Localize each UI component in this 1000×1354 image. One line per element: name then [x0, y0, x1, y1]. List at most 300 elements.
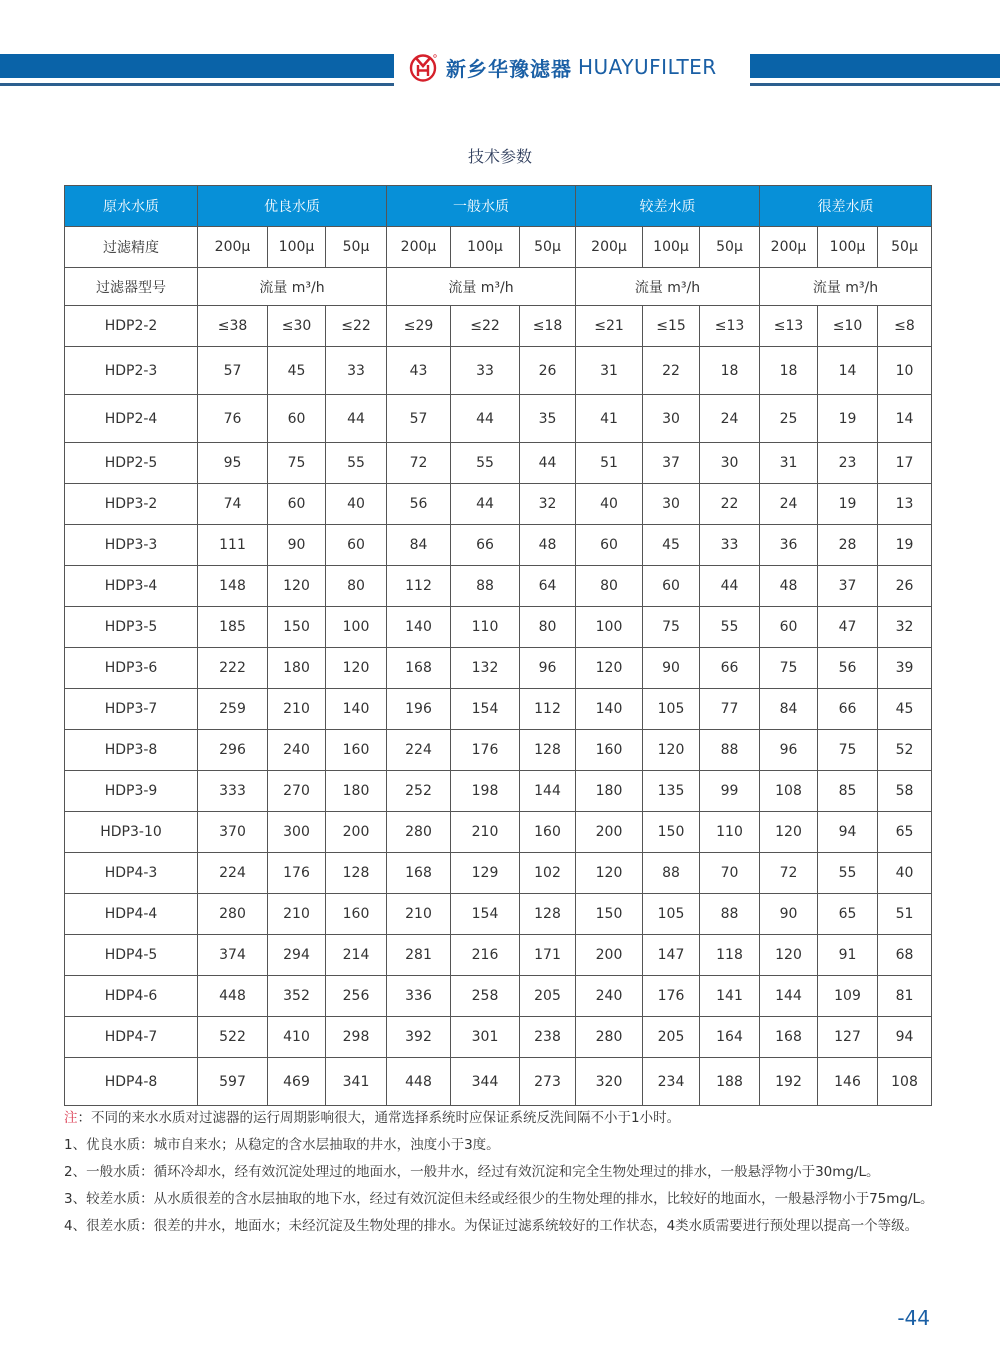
flow-cell: 259: [198, 689, 268, 730]
precision-row: [65, 227, 932, 268]
flow-cell: 234: [643, 1058, 700, 1106]
table-row: [65, 484, 932, 525]
precision-cell: 200μ: [760, 227, 818, 268]
flow-cell: 120: [760, 812, 818, 853]
header-rule-left: [0, 83, 394, 86]
flow-cell: 70: [700, 853, 760, 894]
flow-cell: 160: [520, 812, 576, 853]
flow-cell: 22: [700, 484, 760, 525]
flow-cell: ≤30: [268, 306, 326, 347]
flow-cell: 39: [878, 648, 932, 689]
table-row: [65, 894, 932, 935]
flow-cell: 120: [268, 566, 326, 607]
flow-cell: 74: [198, 484, 268, 525]
flow-cell: 188: [700, 1058, 760, 1106]
table-row: [65, 566, 932, 607]
flow-cell: 154: [451, 894, 520, 935]
flow-cell: 127: [818, 1017, 878, 1058]
flow-cell: 33: [700, 525, 760, 566]
flow-cell: 44: [520, 443, 576, 484]
group-header: 较差水质: [576, 186, 760, 227]
flow-cell: 60: [268, 395, 326, 443]
precision-cell: 100μ: [818, 227, 878, 268]
spec-table: [64, 185, 932, 1106]
flow-cell: 118: [700, 935, 760, 976]
precision-cell: 200μ: [198, 227, 268, 268]
model-cell: HDP3-5: [65, 607, 198, 648]
flow-cell: 60: [576, 525, 643, 566]
flow-cell: 80: [520, 607, 576, 648]
flow-cell: 210: [387, 894, 451, 935]
flow-cell: 45: [643, 525, 700, 566]
flow-cell: 448: [198, 976, 268, 1017]
flow-cell: 90: [643, 648, 700, 689]
model-cell: HDP2-4: [65, 395, 198, 443]
flow-cell: 48: [760, 566, 818, 607]
flow-cell: 55: [818, 853, 878, 894]
flow-cell: 129: [451, 853, 520, 894]
flow-cell: 65: [878, 812, 932, 853]
flow-cell: 64: [520, 566, 576, 607]
flow-cell: 341: [326, 1058, 387, 1106]
flow-cell: 132: [451, 648, 520, 689]
table-row: [65, 306, 932, 347]
note-item: 3、较差水质：从水质很差的含水层抽取的地下水，经过有效沉淀但未经或经很少的生物处理的排水，比较好的地面水，一般悬浮物小于75mg/L。: [64, 1191, 934, 1207]
flow-cell: 48: [520, 525, 576, 566]
flow-cell: 160: [326, 894, 387, 935]
flow-cell: 281: [387, 935, 451, 976]
flow-cell: 148: [198, 566, 268, 607]
header-band-right: [750, 54, 1000, 78]
flow-cell: 224: [387, 730, 451, 771]
flow-cell: 33: [326, 347, 387, 395]
page-number: -44: [897, 1306, 930, 1330]
flow-cell: 58: [878, 771, 932, 812]
table-row: [65, 1017, 932, 1058]
flow-cell: 205: [520, 976, 576, 1017]
flow-cell: 19: [818, 395, 878, 443]
flow-cell: 102: [520, 853, 576, 894]
flow-cell: 96: [520, 648, 576, 689]
flow-cell: 120: [576, 648, 643, 689]
flow-cell: ≤21: [576, 306, 643, 347]
flow-cell: 41: [576, 395, 643, 443]
flow-cell: ≤13: [760, 306, 818, 347]
flow-cell: 40: [576, 484, 643, 525]
note-label: 注: [64, 1110, 78, 1126]
flow-cell: 150: [268, 607, 326, 648]
flow-cell: 31: [760, 443, 818, 484]
flow-cell: 40: [326, 484, 387, 525]
flow-cell: 90: [268, 525, 326, 566]
flow-cell: 280: [576, 1017, 643, 1058]
note-intro: [64, 1105, 944, 1132]
flow-cell: 120: [643, 730, 700, 771]
flow-cell: 75: [760, 648, 818, 689]
table-row: [65, 771, 932, 812]
flow-cell: 19: [878, 525, 932, 566]
table-row: [65, 853, 932, 894]
flow-cell: 37: [818, 566, 878, 607]
flow-cell: 30: [700, 443, 760, 484]
table-row: [65, 525, 932, 566]
flow-cell: 18: [760, 347, 818, 395]
flow-cell: 252: [387, 771, 451, 812]
flow-cell: 94: [818, 812, 878, 853]
flow-cell: 176: [451, 730, 520, 771]
flow-cell: 66: [451, 525, 520, 566]
flow-cell: 200: [326, 812, 387, 853]
flow-cell: 10: [878, 347, 932, 395]
flow-unit-label: 流量 m³/h: [576, 268, 760, 306]
flow-cell: 14: [818, 347, 878, 395]
flow-cell: 171: [520, 935, 576, 976]
flow-cell: 140: [387, 607, 451, 648]
model-cell: HDP3-6: [65, 648, 198, 689]
flow-cell: 198: [451, 771, 520, 812]
flow-cell: 75: [643, 607, 700, 648]
flow-cell: 24: [760, 484, 818, 525]
flow-cell: 14: [878, 395, 932, 443]
flow-cell: 19: [818, 484, 878, 525]
flow-cell: 96: [760, 730, 818, 771]
precision-cell: 100μ: [643, 227, 700, 268]
flow-cell: 88: [700, 894, 760, 935]
precision-cell: 100μ: [268, 227, 326, 268]
flow-cell: 214: [326, 935, 387, 976]
table-row: [65, 607, 932, 648]
flow-cell: 56: [387, 484, 451, 525]
model-cell: HDP3-7: [65, 689, 198, 730]
flow-cell: 176: [643, 976, 700, 1017]
flow-cell: 17: [878, 443, 932, 484]
flow-cell: 160: [576, 730, 643, 771]
precision-cell: 50μ: [520, 227, 576, 268]
flow-cell: 392: [387, 1017, 451, 1058]
flow-cell: 222: [198, 648, 268, 689]
model-cell: HDP4-6: [65, 976, 198, 1017]
flow-cell: 33: [451, 347, 520, 395]
flow-cell: 91: [818, 935, 878, 976]
flow-cell: 110: [700, 812, 760, 853]
flow-cell: ≤22: [451, 306, 520, 347]
flow-cell: 109: [818, 976, 878, 1017]
flow-cell: 108: [760, 771, 818, 812]
precision-cell: 200μ: [387, 227, 451, 268]
flow-cell: 147: [643, 935, 700, 976]
flow-cell: 448: [387, 1058, 451, 1106]
flow-cell: 90: [760, 894, 818, 935]
flow-cell: 224: [198, 853, 268, 894]
flow-cell: 55: [326, 443, 387, 484]
flow-cell: 128: [520, 894, 576, 935]
flow-cell: 88: [451, 566, 520, 607]
flow-unit-label: 流量 m³/h: [760, 268, 932, 306]
flow-cell: 44: [326, 395, 387, 443]
flow-cell: 84: [760, 689, 818, 730]
flow-cell: 280: [387, 812, 451, 853]
flow-cell: 72: [760, 853, 818, 894]
flow-cell: 88: [643, 853, 700, 894]
flow-cell: ≤8: [878, 306, 932, 347]
flow-cell: 26: [878, 566, 932, 607]
flow-cell: 270: [268, 771, 326, 812]
flow-cell: 112: [387, 566, 451, 607]
flow-cell: ≤38: [198, 306, 268, 347]
flow-cell: 52: [878, 730, 932, 771]
flow-cell: 55: [700, 607, 760, 648]
model-cell: HDP2-2: [65, 306, 198, 347]
flow-cell: 44: [451, 484, 520, 525]
flow-cell: 57: [387, 395, 451, 443]
flow-cell: 13: [878, 484, 932, 525]
flow-cell: 81: [878, 976, 932, 1017]
flow-cell: 168: [387, 853, 451, 894]
model-label: 过滤器型号: [65, 268, 198, 306]
flow-cell: 128: [520, 730, 576, 771]
flow-cell: 120: [760, 935, 818, 976]
precision-cell: 50μ: [878, 227, 932, 268]
flow-cell: 150: [576, 894, 643, 935]
flow-cell: 30: [643, 395, 700, 443]
flow-cell: 210: [451, 812, 520, 853]
flow-cell: 180: [576, 771, 643, 812]
model-cell: HDP2-5: [65, 443, 198, 484]
flow-cell: 154: [451, 689, 520, 730]
flow-unit-row: [65, 268, 932, 306]
group-header-row: [65, 186, 932, 227]
flow-cell: 76: [198, 395, 268, 443]
flow-cell: 280: [198, 894, 268, 935]
flow-cell: 135: [643, 771, 700, 812]
flow-cell: 110: [451, 607, 520, 648]
flow-cell: ≤18: [520, 306, 576, 347]
flow-cell: 296: [198, 730, 268, 771]
flow-cell: 176: [268, 853, 326, 894]
table-row: [65, 976, 932, 1017]
flow-cell: 44: [700, 566, 760, 607]
flow-cell: 336: [387, 976, 451, 1017]
huayu-logo-icon: [408, 52, 438, 82]
model-cell: HDP4-4: [65, 894, 198, 935]
precision-cell: 50μ: [326, 227, 387, 268]
flow-cell: 141: [700, 976, 760, 1017]
brand-name-cn: 新乡华豫滤器: [446, 56, 572, 81]
flow-cell: 60: [268, 484, 326, 525]
flow-cell: 40: [878, 853, 932, 894]
flow-cell: 144: [760, 976, 818, 1017]
flow-cell: 240: [576, 976, 643, 1017]
flow-cell: 80: [576, 566, 643, 607]
group-header: 优良水质: [198, 186, 387, 227]
flow-cell: 200: [576, 812, 643, 853]
flow-cell: 88: [700, 730, 760, 771]
brand-name-en: HUAYUFILTER: [578, 55, 717, 79]
flow-cell: 37: [643, 443, 700, 484]
group-header: 很差水质: [760, 186, 932, 227]
flow-cell: 522: [198, 1017, 268, 1058]
note-item: 2、一般水质：循环冷却水，经有效沉淀处理过的地面水，一般井水，经过有效沉淀和完全生物处理过的排水，一般悬浮物小于30mg/L。: [64, 1164, 880, 1180]
flow-cell: 144: [520, 771, 576, 812]
flow-cell: 60: [643, 566, 700, 607]
table-row: [65, 443, 932, 484]
flow-cell: 84: [387, 525, 451, 566]
model-cell: HDP3-9: [65, 771, 198, 812]
model-cell: HDP3-3: [65, 525, 198, 566]
flow-cell: 22: [643, 347, 700, 395]
raw-water-label: 原水水质: [65, 186, 198, 227]
note-intro-text: ：不同的来水水质对过滤器的运行周期影响很大，通常选择系统时应保证系统反洗间隔不小于1小时。: [77, 1110, 681, 1126]
flow-cell: 105: [643, 894, 700, 935]
flow-cell: 51: [878, 894, 932, 935]
flow-cell: ≤13: [700, 306, 760, 347]
flow-cell: 196: [387, 689, 451, 730]
flow-cell: 344: [451, 1058, 520, 1106]
flow-cell: 100: [576, 607, 643, 648]
table-row: [65, 1058, 932, 1106]
flow-cell: 35: [520, 395, 576, 443]
flow-cell: 240: [268, 730, 326, 771]
flow-cell: 77: [700, 689, 760, 730]
flow-cell: 32: [878, 607, 932, 648]
header-rule-right: [750, 83, 1000, 86]
flow-cell: 164: [700, 1017, 760, 1058]
flow-cell: 72: [387, 443, 451, 484]
flow-cell: 192: [760, 1058, 818, 1106]
precision-cell: 50μ: [700, 227, 760, 268]
flow-unit-label: 流量 m³/h: [198, 268, 387, 306]
model-cell: HDP2-3: [65, 347, 198, 395]
flow-cell: 168: [760, 1017, 818, 1058]
flow-cell: 65: [818, 894, 878, 935]
model-cell: HDP3-4: [65, 566, 198, 607]
flow-cell: 112: [520, 689, 576, 730]
flow-cell: 238: [520, 1017, 576, 1058]
flow-cell: 258: [451, 976, 520, 1017]
flow-cell: 150: [643, 812, 700, 853]
flow-cell: 66: [700, 648, 760, 689]
flow-cell: 128: [326, 853, 387, 894]
flow-cell: 85: [818, 771, 878, 812]
flow-cell: 410: [268, 1017, 326, 1058]
flow-cell: 47: [818, 607, 878, 648]
precision-label: 过滤精度: [65, 227, 198, 268]
group-header: 一般水质: [387, 186, 576, 227]
flow-cell: 108: [878, 1058, 932, 1106]
flow-cell: 185: [198, 607, 268, 648]
flow-cell: 180: [326, 771, 387, 812]
brand-header: [408, 50, 717, 84]
flow-cell: 120: [576, 853, 643, 894]
flow-cell: 28: [818, 525, 878, 566]
flow-cell: 80: [326, 566, 387, 607]
notes-section: [64, 1105, 944, 1240]
flow-cell: 100: [326, 607, 387, 648]
flow-cell: 168: [387, 648, 451, 689]
flow-cell: 333: [198, 771, 268, 812]
flow-cell: 45: [878, 689, 932, 730]
flow-cell: 60: [326, 525, 387, 566]
flow-cell: 43: [387, 347, 451, 395]
table-row: [65, 689, 932, 730]
flow-cell: 24: [700, 395, 760, 443]
flow-cell: ≤15: [643, 306, 700, 347]
flow-cell: 200: [576, 935, 643, 976]
table-row: [65, 812, 932, 853]
flow-cell: 44: [451, 395, 520, 443]
note-item: 1、优良水质：城市自来水；从稳定的含水层抽取的井水，浊度小于3度。: [64, 1137, 500, 1153]
flow-cell: 469: [268, 1058, 326, 1106]
flow-cell: 105: [643, 689, 700, 730]
flow-cell: 205: [643, 1017, 700, 1058]
flow-cell: 120: [326, 648, 387, 689]
flow-cell: 31: [576, 347, 643, 395]
flow-cell: 256: [326, 976, 387, 1017]
flow-cell: 180: [268, 648, 326, 689]
flow-cell: 57: [198, 347, 268, 395]
flow-cell: 273: [520, 1058, 576, 1106]
flow-cell: 111: [198, 525, 268, 566]
flow-cell: 597: [198, 1058, 268, 1106]
flow-cell: ≤10: [818, 306, 878, 347]
flow-cell: 99: [700, 771, 760, 812]
flow-cell: 140: [326, 689, 387, 730]
header-band-left: [0, 54, 394, 78]
precision-cell: 100μ: [451, 227, 520, 268]
flow-cell: 95: [198, 443, 268, 484]
flow-cell: 66: [818, 689, 878, 730]
table-row: [65, 730, 932, 771]
flow-cell: 26: [520, 347, 576, 395]
flow-cell: 75: [268, 443, 326, 484]
flow-cell: 60: [760, 607, 818, 648]
flow-cell: ≤22: [326, 306, 387, 347]
flow-cell: 75: [818, 730, 878, 771]
model-cell: HDP4-5: [65, 935, 198, 976]
precision-cell: 200μ: [576, 227, 643, 268]
flow-cell: 51: [576, 443, 643, 484]
model-cell: HDP3-10: [65, 812, 198, 853]
note-item: 4、很差水质：很差的井水，地面水；未经沉淀及生物处理的排水。为保证过滤系统较好的工作状态，4类水质需要进行预处理以提高一个等级。: [64, 1218, 919, 1234]
model-cell: HDP3-8: [65, 730, 198, 771]
flow-cell: 36: [760, 525, 818, 566]
flow-cell: 25: [760, 395, 818, 443]
flow-cell: 320: [576, 1058, 643, 1106]
flow-cell: 298: [326, 1017, 387, 1058]
flow-cell: 146: [818, 1058, 878, 1106]
flow-cell: 18: [700, 347, 760, 395]
table-row: [65, 347, 932, 395]
flow-cell: 32: [520, 484, 576, 525]
table-row: [65, 395, 932, 443]
flow-cell: 210: [268, 894, 326, 935]
flow-cell: 294: [268, 935, 326, 976]
flow-cell: 374: [198, 935, 268, 976]
flow-cell: 352: [268, 976, 326, 1017]
table-row: [65, 935, 932, 976]
model-cell: HDP4-3: [65, 853, 198, 894]
flow-cell: 300: [268, 812, 326, 853]
flow-cell: 45: [268, 347, 326, 395]
flow-unit-label: 流量 m³/h: [387, 268, 576, 306]
flow-cell: 160: [326, 730, 387, 771]
model-cell: HDP4-8: [65, 1058, 198, 1106]
flow-cell: 140: [576, 689, 643, 730]
flow-cell: 56: [818, 648, 878, 689]
model-cell: HDP3-2: [65, 484, 198, 525]
flow-cell: 94: [878, 1017, 932, 1058]
flow-cell: 370: [198, 812, 268, 853]
